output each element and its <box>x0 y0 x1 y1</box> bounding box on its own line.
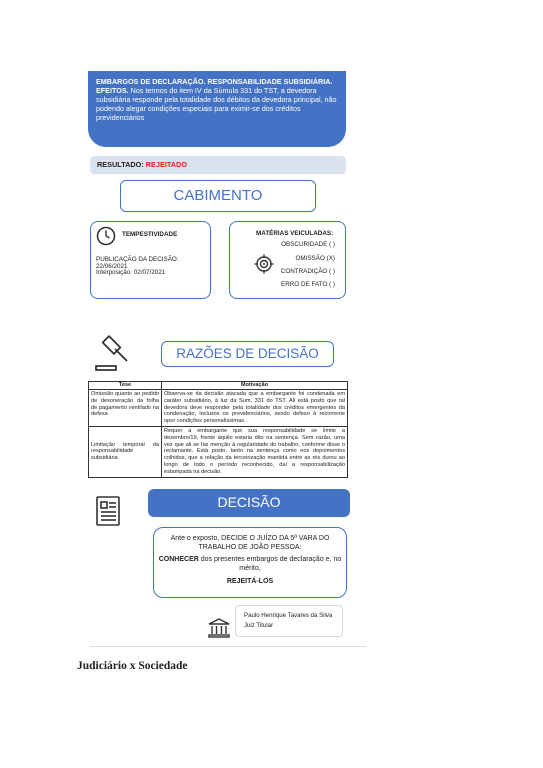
courthouse-icon <box>208 618 230 638</box>
materias-card <box>229 221 346 299</box>
decisao-box <box>153 527 347 598</box>
judge-role: Juiz Titular <box>244 622 274 629</box>
document-icon <box>95 495 123 527</box>
result-bar <box>90 156 346 174</box>
decisao-conhecer-line <box>154 555 346 573</box>
interposicao-date: Interposição: 02/07/2021 <box>96 269 166 276</box>
decisao-rejeita: REJEITÁ-LOS <box>226 578 274 585</box>
judge-signature-box <box>235 605 343 637</box>
materia-item: OBSCURIDADE ( ) <box>281 241 335 248</box>
table-row <box>89 390 348 427</box>
materia-item: ERRO DE FATO ( ) <box>281 281 335 288</box>
razoes-heading: RAZÕES DE DECISÃO <box>161 341 334 367</box>
tese-cell: Limitação temporal da responsabilidade subsidiária <box>89 426 162 477</box>
tempestividade-card <box>90 221 211 299</box>
publicacao-date: PUBLICAÇÃO DA DECISÃO: 22/06/2021 <box>96 256 179 270</box>
target-icon <box>254 254 274 274</box>
ementa-box <box>88 71 346 147</box>
judge-name: Paulo Henrique Tavares da Silva <box>244 612 333 619</box>
footer-title: Judiciário x Sociedade <box>77 660 188 672</box>
ementa-title: EMBARGOS DE DECLARAÇÃO. RESPONSABILIDADE SUBSIDIÁRIA. EFEITOS. <box>96 77 333 95</box>
table-row <box>89 426 348 477</box>
result-label: RESULTADO: <box>97 160 146 169</box>
clock-icon <box>96 226 116 246</box>
divider <box>90 646 366 647</box>
materia-item: CONTRADIÇÃO ( ) <box>280 268 335 275</box>
table-header: Tese <box>89 382 162 390</box>
cabimento-heading: CABIMENTO <box>120 180 316 212</box>
decisao-heading: DECISÃO <box>148 489 350 517</box>
result-value: REJEITADO <box>145 160 188 169</box>
tese-table <box>88 381 348 478</box>
table-header: Motivação <box>162 382 348 390</box>
materia-item: OMISSÃO (X) <box>295 255 335 262</box>
table-header-row <box>89 382 348 390</box>
ementa-text: Nos termos do item IV da Súmula 331 do TST, a devedora subsidiária responde pela totalidade dos débitos da devedora principal, não podendo alegar condições especiais para eximir-se dos créditos previdenciários <box>96 86 337 122</box>
gavel-icon <box>93 333 133 373</box>
decisao-line2: dos presentes embargos de declaração e, no mérito, <box>198 556 342 572</box>
tese-cell: Omissão quanto ao pedido de desoneração da folha de pagamento ventilado na defesa <box>89 390 162 427</box>
decisao-conhecer: CONHECER <box>158 556 199 563</box>
motivacao-cell: Requer a embargante que sua responsabilidade se limite a dezembro/19, frente àquilo estaria dito na sentença. Sem razão, uma vez que ali se faz menção à regularidade do trabalho, conforme disse o reclamante. Está posto, tanto na sentença como nos depoimentos colhidos, que a relação da terceirização mantida entre as rés durou ao longo de todo o período reconhecido, daí a responsabilização estampada na decisão. <box>162 426 348 477</box>
motivacao-cell: Observa-se da decisão atacada que a embargante foi condenada em caráter subsidiário, à luz da Sum. 331 do TST. Ali está posto que tal devedora deve responder pela totalidade dos créditos emergentes da condenação, inclusos os previdenciários, sendo defeso à recorrente opor condições personalíssimas. <box>162 390 348 427</box>
decisao-line1: Ante o exposto, DECIDE O JUÍZO DA 5ª VARA DO TRABALHO DE JOÃO PESSOA: <box>170 535 330 551</box>
materias-title: MATÉRIAS VEICULADAS: <box>256 230 334 237</box>
tempestividade-title: TEMPESTIVIDADE <box>122 231 178 238</box>
